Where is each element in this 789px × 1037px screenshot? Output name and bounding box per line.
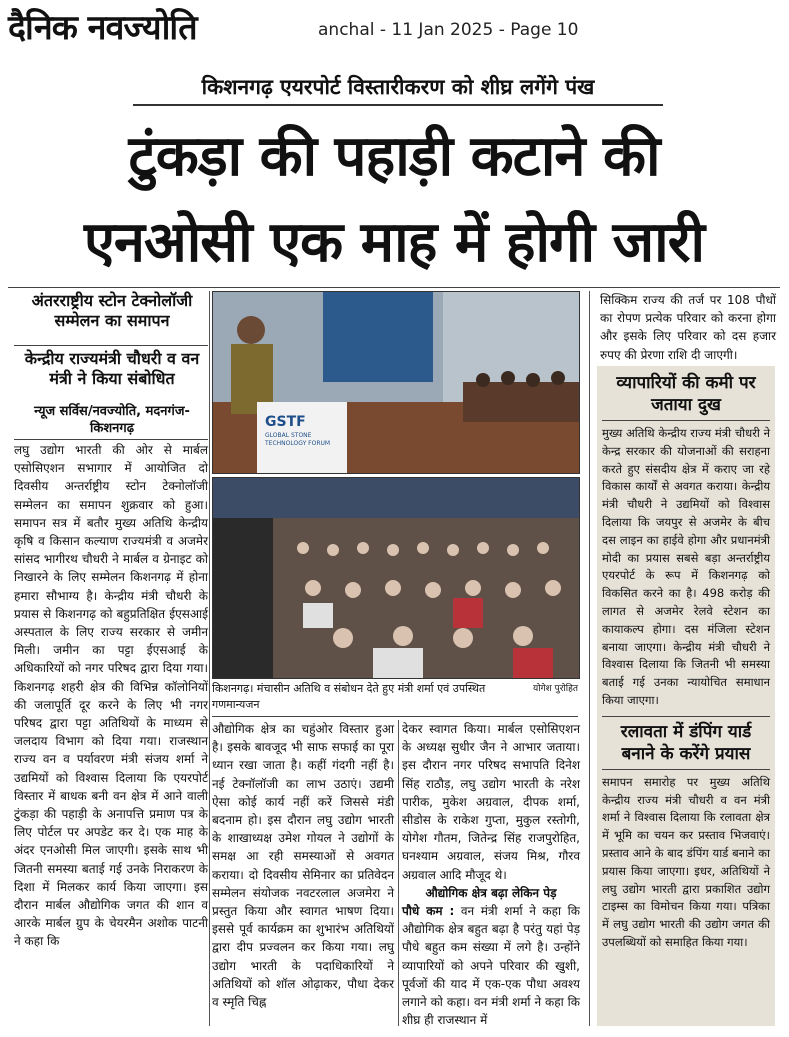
column-divider: [209, 291, 210, 1026]
column-divider: [398, 720, 399, 1026]
edition-info: anchal - 11 Jan 2025 - Page 10: [318, 20, 579, 40]
article-text: लघु उद्योग भारती की ओर से मार्बल एसोसिएशन सभागार में आयोजित दो दिवसीय अन्तर्राष्ट्रीय स्टोन टेक्नोलॉजी सम्मेलन का समापन शुक्रवार को हुआ। समापन सत्र में बतौर मुख्य अतिथि केन्द्रीय कृषि व किसान कल्याण राज्यमंत्री व अजमेर सांसद भागीरथ चौधरी ने मार्बल व ग्रेनाइट को निखारने के लिए सम्मेलन किशनगढ़ में होना हमारा सौभाग्य है। केन्द्रीय मंत्री चौधरी के प्रयास से किशनगढ़ को बहुप्रतिक्षित ईएसआई अस्पताल के लिए राज्य सरकार से जमीन मिली। जमीन का पट्टा ईएसआई के अधिकारियों को नगर परिषद द्वारा दिया गया। किशनगढ़ शहरी क्षेत्र की विभिन्न कॉलोनियों की जलापूर्ति दूर करने के लिए भी नगर परिषद द्वारा पट्टा अतिथियों के माध्यम से जलदाय विभाग को दिया गया। राजस्थान राज्य वन व पर्यावरण मंत्री संजय शर्मा ने उद्यमियों को विश्वास दिलाया कि एयरपोर्ट विस्तार में बाधक बनी वन क्षेत्र में आने वाली टुंकड़ा की पहाड़ी के अनापत्ति प्रमाण पत्र के लिए पोर्टल पर अपडेट कर दे। एक माह के अंदर एनओसी मिल जाएगी। इसके साथ भी जितनी समस्या बताई गई उनके निराकरण के दिशा में मिलकर कार्य किया जाएगा। इस दौरान मार्बल औद्योगिक जगत की शान व आरके मार्बल ग्रुप के चेयरमैन अशोक पाटनी ने कहा कि: [14, 443, 208, 949]
inline-lead: पौधे कम :: [402, 904, 455, 919]
article-column-right-top: [600, 291, 776, 364]
headline-line-2: एनओसी एक माह में होगी जारी: [83, 210, 705, 275]
sidebar-body-1: मुख्य अतिथि केन्द्रीय राज्य मंत्री चौधरी ने केन्द्र सरकार की योजनाओं की सराहना करते हुए संसदीय क्षेत्र में कराए जा रहे विकास कार्यों से अवगत कराया। केन्द्रीय मंत्री चौधरी ने उद्यमियों को विश्वास दिलाया कि जयपुर से अजमेर के बीच दस लाइन का हाईवे होगा और प्रधानमंत्री मोदी का प्रयास सबसे बड़ा अन्तर्राष्ट्रीय एयरपोर्ट के रूप में किशनगढ़ को विकसित करने का है। 498 करोड़ की लागत से अजमेर रेलवे स्टेशन का कायाकल्प होगा। दस मंजिला स्टेशन बनाया जाएगा। केन्द्रीय मंत्री चौधरी ने विश्वास दिलाया कि जितनी भी समस्या बताई गई उनका न्यायोचित समाधान किया जाएगा।: [602, 426, 770, 707]
audience-photo-illustration: [213, 478, 579, 678]
article-text: औद्योगिक क्षेत्र का चहुंओर विस्तार हुआ है। इसके बावजूद भी साफ सफाई का पूरा ध्यान रखा जाता है। कहीं गंदगी नहीं है। नई टेक्नॉलॉजी का लाभ उठाएं। उद्यमी ऐसा कोई कार्य नहीं करें जिससे मंडी बदनाम हो। इस दौरान लघु उद्योग भारती के शाखाध्यक्ष उमेश गोयल ने उद्योगों के समक्ष आ रही समस्याओं से अवगत कराया। दो दिवसीय सेमिनार का प्रतिवेदन सम्मेलन संयोजक नवटरलाल अजमेरा ने प्रस्तुत किया और स्वागत भाषण दिया। इससे पूर्व कार्यक्रम का शुभारंभ अतिथियों द्वारा दीप प्रज्वलन कर किया गया। लघु उद्योग भारती के पदाधिकारियों ने अतिथियों को शॉल ओढ़ाकर, पौधा देकर व स्मृति चिह्न: [212, 722, 394, 1010]
event-photo-stage: [212, 291, 580, 474]
column-divider: [589, 291, 590, 1026]
masthead: दैनिक नवज्योति: [8, 8, 197, 48]
photo-caption: [212, 681, 578, 713]
sidebar-heading-1: व्यापारियों की कमी पर जताया दुख: [616, 373, 756, 415]
divider: [14, 345, 208, 346]
divider: [602, 716, 770, 717]
article-text: सिक्किम राज्य की तर्ज पर 108 पौधों का रोपण प्रत्येक परिवार को करना होगा और इसके लिए परिवार को दस हजार रुपए की प्रेरणा राशि दी जाएगी।: [600, 293, 776, 362]
caption-text: किशनगढ़। मंचासीन अतिथि व संबोधन देते हुए मंत्री शर्मा एवं उपस्थित गणमान्यजन: [212, 682, 486, 711]
photo-credit: योगेश पुरोहित: [533, 684, 578, 694]
caption-rule: [212, 716, 578, 717]
byline: न्यूज सर्विस/नवज्योति, मदनगंज-किशनगढ़: [34, 404, 190, 436]
article-column-left: [14, 441, 208, 951]
divider: [14, 439, 208, 440]
kicker: किशनगढ़ एयरपोर्ट विस्तारीकरण को शीघ्र लगेंगे पंख: [133, 70, 663, 106]
article-text: देकर स्वागत किया। मार्बल एसोसिएशन के अध्यक्ष सुधीर जैन ने आभार जताया। इस दौरान नगर परिषद सभापति दिनेश सिंह राठौड़, लघु उद्योग भारती के नरेश पारीक, मुकेश अग्रवाल, दीपक शर्मा, सीडोस के राकेश गुप्ता, मुकुल रस्तोगी, योगेश गौतम, जितेन्द्र सिंह राजपुरोहित, घनश्याम अग्रवाल, संजय मिश्र, गौरव अग्रवाल आदि मौजूद थे।: [402, 722, 580, 882]
podium-logo-text: GSTF: [265, 414, 306, 430]
event-photo-audience: [212, 477, 580, 679]
subhead-2: केन्द्रीय राज्यमंत्री चौधरी व वन मंत्री ने किया संबोधित: [24, 349, 200, 388]
inline-subhead: औद्योगिक क्षेत्र बढ़ा लेकिन पेड़: [425, 885, 557, 900]
article-column-middle-1: [212, 720, 394, 1011]
divider: [602, 420, 770, 421]
sidebar-heading-2: रलावता में डंपिंग यार्ड बनाने के करेंगे प्रयास: [620, 721, 752, 764]
subhead-1: अंतरराष्ट्रीय स्टोन टेक्नोलॉजी सम्मेलन का समापन: [31, 291, 193, 330]
headline-rule: [8, 287, 780, 288]
podium-logo-subtext: GLOBAL STONE TECHNOLOGY FORUM: [265, 432, 331, 447]
article-column-middle-2: [402, 720, 580, 1029]
sidebar-body-2: समापन समारोह पर मुख्य अतिथि केन्द्रीय राज्य मंत्री चौधरी व वन मंत्री शर्मा ने विश्वास दिलाया कि रलावता क्षेत्र में भूमि का चयन कर प्रस्ताव भिजवाएं। प्रस्ताव आने के बाद डंपिंग यार्ड बनाने का प्रयास किया जाएगा। इधर, अतिथियों ने लघु उद्योग भारती द्वारा प्रकाशित उद्योग टाइम्स का विमोचन किया गया। पत्रिका में लघु उद्योग भारती की उद्योग जगत की उपलब्धियों को समाहित किया गया।: [602, 774, 770, 949]
divider: [602, 769, 770, 770]
article-text: वन मंत्री शर्मा ने कहा कि औद्योगिक क्षेत्र बहुत बढ़ा है परंतु यहां पेड़ पौधे बहुत कम संख्या में लगे है। उन्होंने व्यापारियों को अपने परिवार की खुशी, पूर्वजों की याद में एक-एक पौधा अवश्य लगाने को कहा। वन मंत्री शर्मा ने कहा कि शीघ्र ही राजस्थान में: [402, 904, 580, 1028]
headline-line-1: टुंकड़ा की पहाड़ी कटाने की: [128, 124, 660, 189]
sidebar-box: [597, 366, 775, 1026]
